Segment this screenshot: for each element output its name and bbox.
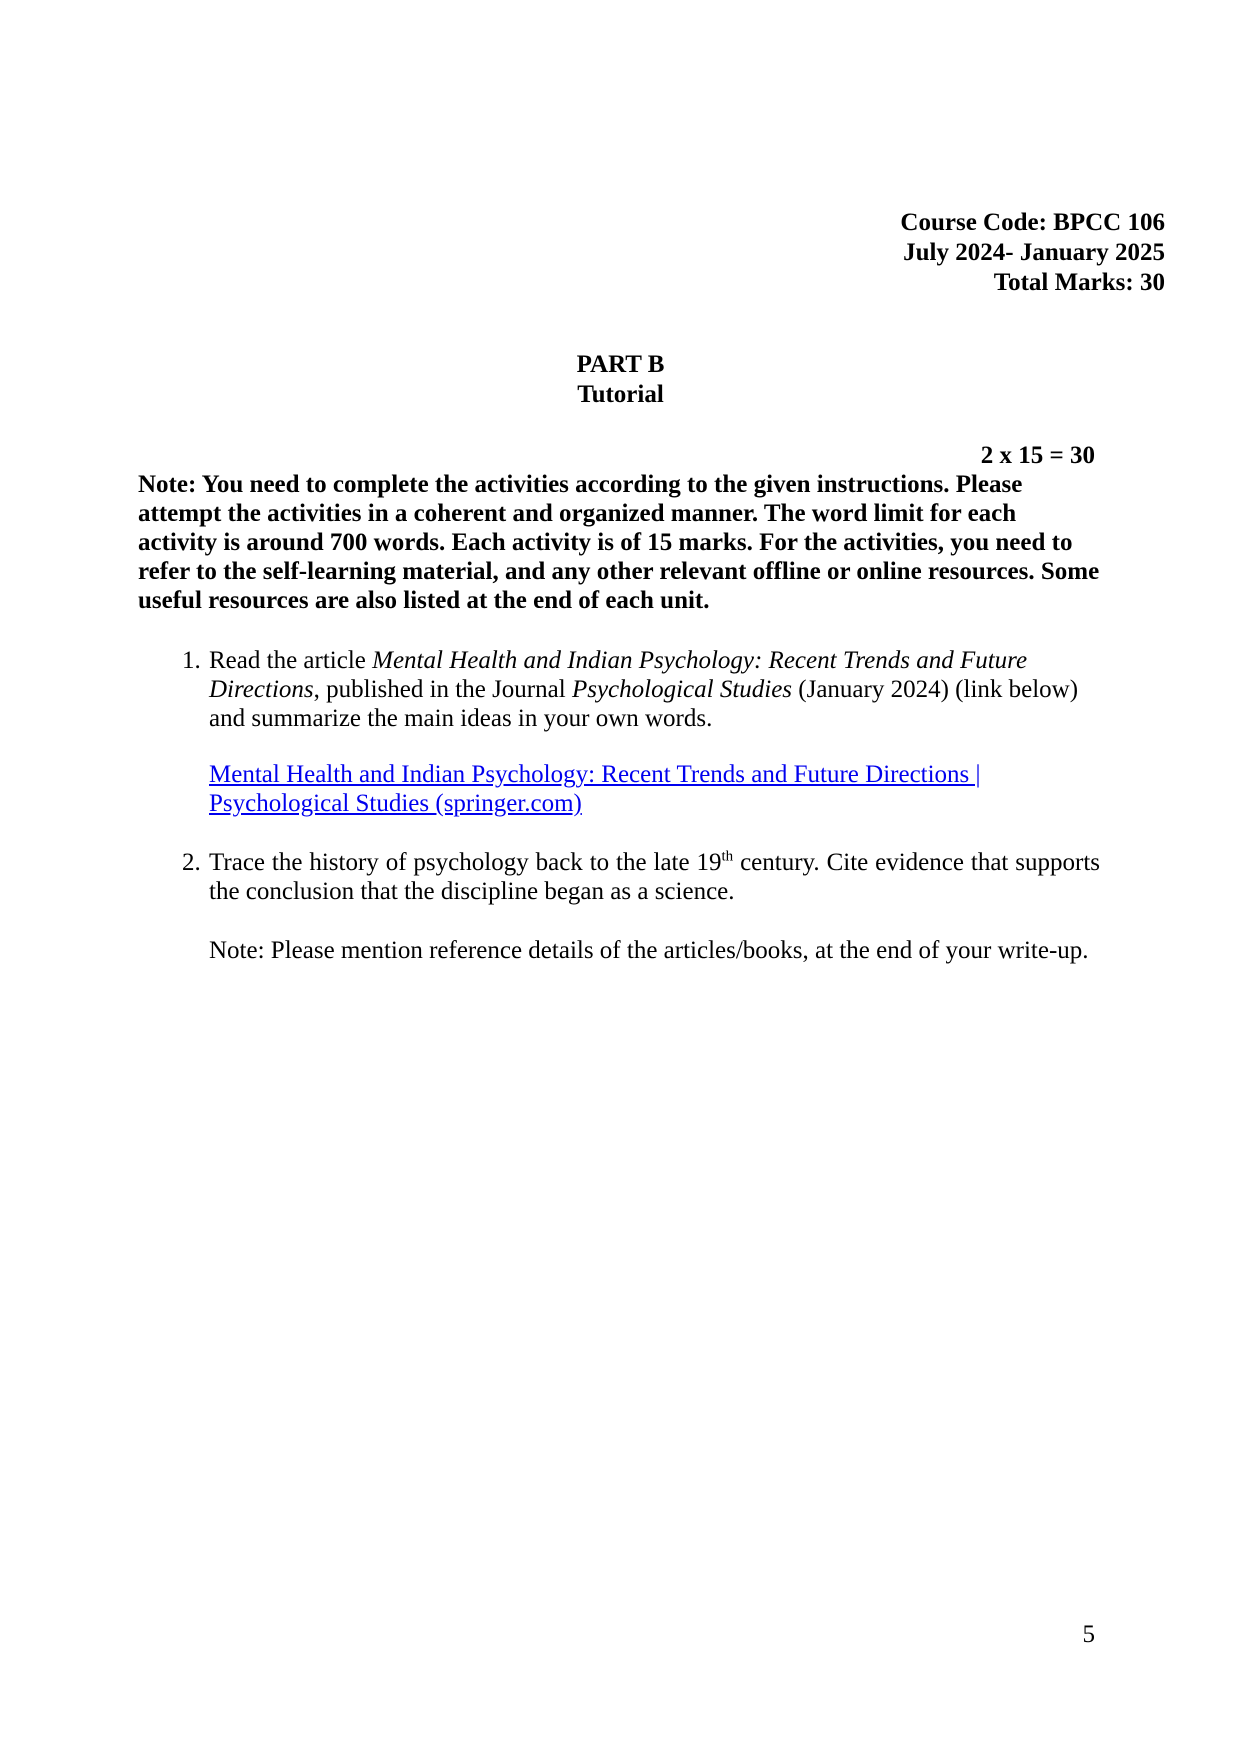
part-subtitle: Tutorial (577, 381, 664, 408)
activity-1-text-segment: (January 2024) (link below) and summarize the main ideas in your own words. (209, 676, 1079, 732)
instructions-note: Note: You need to complete the activities according to the given instructions. Please attempt the activities in a coherent and organized manner. The word limit for each activity is around 700 words. Each activity is of 15 marks. For the activities, you need to refer to the self-learning material, and any other relevant offline or online resources. Some useful resources are also listed at the end of each unit. (138, 471, 1100, 614)
total-marks: Total Marks: 30 (993, 269, 1165, 296)
activity-1-text (209, 646, 1100, 733)
activity-2-number: 2. (182, 849, 201, 876)
article-link-paragraph (209, 760, 1100, 818)
activity-2-text-segment: Trace the history of psychology back to the late 19 (209, 849, 722, 876)
activity-item-2 (182, 848, 1100, 965)
activity-2-text-segment: century. Cite evidence that supports the conclusion that the discipline began as a science. (209, 849, 1100, 905)
course-code: Course Code: BPCC 106 (900, 209, 1165, 236)
activity-1-text-segment: Read the article (209, 647, 373, 674)
section-title-block (0, 350, 1241, 410)
page-number: 5 (1082, 1621, 1095, 1648)
activity-1-text-segment: , published in the Journal (313, 676, 572, 703)
activity-1-number: 1. (182, 647, 201, 674)
article-link[interactable]: Mental Health and Indian Psychology: Recent Trends and Future Directions | Psychological Studies (springer.com) (209, 761, 981, 817)
reference-note: Note: Please mention reference details of the articles/books, at the end of your write-up. (209, 937, 1089, 964)
activity-1-content (209, 646, 1100, 818)
marks-scheme: 2 x 15 = 30 (980, 442, 1095, 469)
activity-2-content (209, 848, 1100, 965)
journal-name: Psychological Studies (571, 676, 793, 703)
activity-item-1 (182, 646, 1100, 818)
part-title: PART B (576, 351, 665, 378)
session-dates: July 2024- January 2025 (903, 239, 1165, 266)
document-header (0, 0, 1165, 298)
activity-2-text (209, 848, 1100, 906)
article-title: Mental Health and Indian Psychology: Recent Trends and Future Directions (209, 647, 1028, 703)
ordinal-superscript: th (721, 848, 734, 865)
